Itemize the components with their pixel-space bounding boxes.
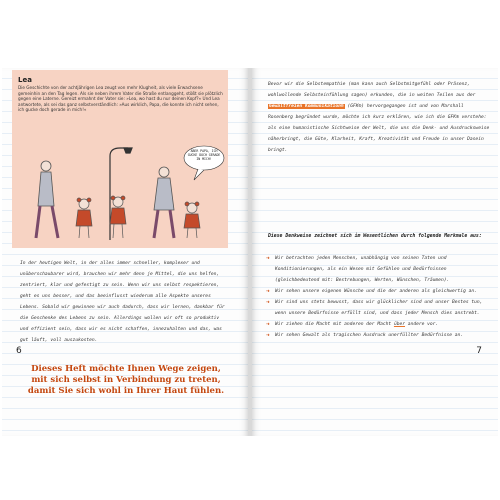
book-spread (2, 68, 498, 436)
arrow-icon: ➜ (266, 299, 270, 306)
left-page (2, 68, 248, 436)
father-walking-figure (36, 161, 58, 238)
arrow-icon: ➜ (266, 332, 270, 339)
list-item: ➜ Wir betrachten jeden Menschen, unabhängig von seinen Taten und Konditionierungen, als ein Wesen mit Gefühlen und Bedürfnissen (gleichbedeutend mit: Bestrebungen, Werten, Wünschen, Träumen). (266, 255, 450, 283)
features-lead: Diese Denkweise zeichnet sich im Wesentlichen durch folgende Merkmale aus: (268, 234, 482, 239)
father-bending-figure (154, 167, 174, 238)
left-body-text: In der heutigen Welt, in der alles immer schneller, komplexer und unüberschaubarer wird, brauchen wir mehr denn je Mittel, die uns helfen, zentriert, klar und gefestigt zu sein. Wenn wir uns selbst respektieren, geht es uns besser, und das beeinflusst wiederum alle Aspekte unseres Lebens. Sobald wir gewinnen wir auch dadurch, dass wir lernen, dankbar für die Geschenke des Lebens zu sein. Allerdings wollen wir oft so produktiv und effizient sein, dass wir es nicht schaffen, innezuhalten und das, was gut läuft, voll auszukosten. (20, 261, 225, 343)
speech-bubble (184, 146, 224, 180)
page-number-left: 6 (16, 346, 22, 356)
story-text: Die Geschichte von der achtjährigen Lea zeugt von mehr Klugheit, als viele Erwachsene gemeinhin an den Tag legen. Als sie neben ihrem Vater die Straße entlanggeht, stößt sie plötzlich gegen eine Laterne. Gereizt ermahnt der Vater sie: »Lea, wo hast du nur deinen Kopf?« Und Lea antwortete, als sei das ganz selbstverständlich: »Aus wirklich, Papa, die konnte ich nicht sehen, ich gucke doch gerade in mich!« (18, 85, 223, 113)
list-item: ➜ Wir sehen Gewalt als tragischen Ausdruck unerfüllter Bedürfnisse an. (266, 332, 464, 339)
story-title: Lea (18, 76, 32, 84)
arrow-icon: ➜ (266, 288, 270, 295)
girl-lamp-figure (110, 196, 126, 238)
arrow-icon: ➜ (266, 255, 270, 262)
callout-quote: Dieses Heft möchte Ihnen Wege zeigen, mit sich selbst in Verbindung zu treten, damit Sie sich wohl in Ihrer Haut fühlen. (27, 364, 225, 396)
list-item: ➜ Wir sehen unsere eigenen Wünsche und die der anderen als gleichwertig an. (266, 288, 477, 295)
girl-talking-figure (184, 202, 200, 238)
girl-walking-figure (76, 198, 92, 238)
intro-text-after: (GFK®) hervorgegangen ist und von Marshall Rosenberg begründet wurde, möchte ich kurz erklären, wie ich die GFK® verstehe: als eine humanistische Sichtweise der Welt, die uns die Denk- und Ausdrucksweise näherbringt, die Güte, Klarheit, Kraft, Kreativität und Freude in unser Dasein bringt. (268, 104, 490, 153)
list-item (266, 319, 490, 330)
emphasis-word: über (393, 322, 406, 327)
gfk-highlight: Gewaltfreien Kommunikation® (269, 104, 344, 109)
cartoon-illustration (14, 120, 226, 244)
list-item: ➜ Wir sind uns stets bewusst, dass wir glücklicher sind und unser Bestes tun, wenn unsere Bedürfnisse erfüllt sind, und dass jeder Mensch dies anstrebt. (266, 299, 483, 316)
story-box (12, 70, 228, 248)
intro-paragraph (268, 79, 490, 156)
right-page (252, 68, 498, 436)
feature-list (266, 253, 490, 341)
intro-text-before: Bevor wir die Selbstempathie (man kann auch Selbstmitgefühl oder Präsenz, wohlwollende Selbsteinfühlung sagen) erkunden, die in weiten Teilen aus der (268, 82, 476, 98)
page-number-right: 7 (476, 346, 482, 356)
arrow-icon: ➜ (266, 321, 270, 328)
bullet-power-text: Wir ziehen die Macht mit anderen der Macht über andere vor. (275, 322, 439, 327)
lamp-post (110, 148, 132, 240)
speech-bubble-text: ABER PAPA, ICH GUCKE DOCH GERADE IN MICH! (187, 149, 221, 161)
